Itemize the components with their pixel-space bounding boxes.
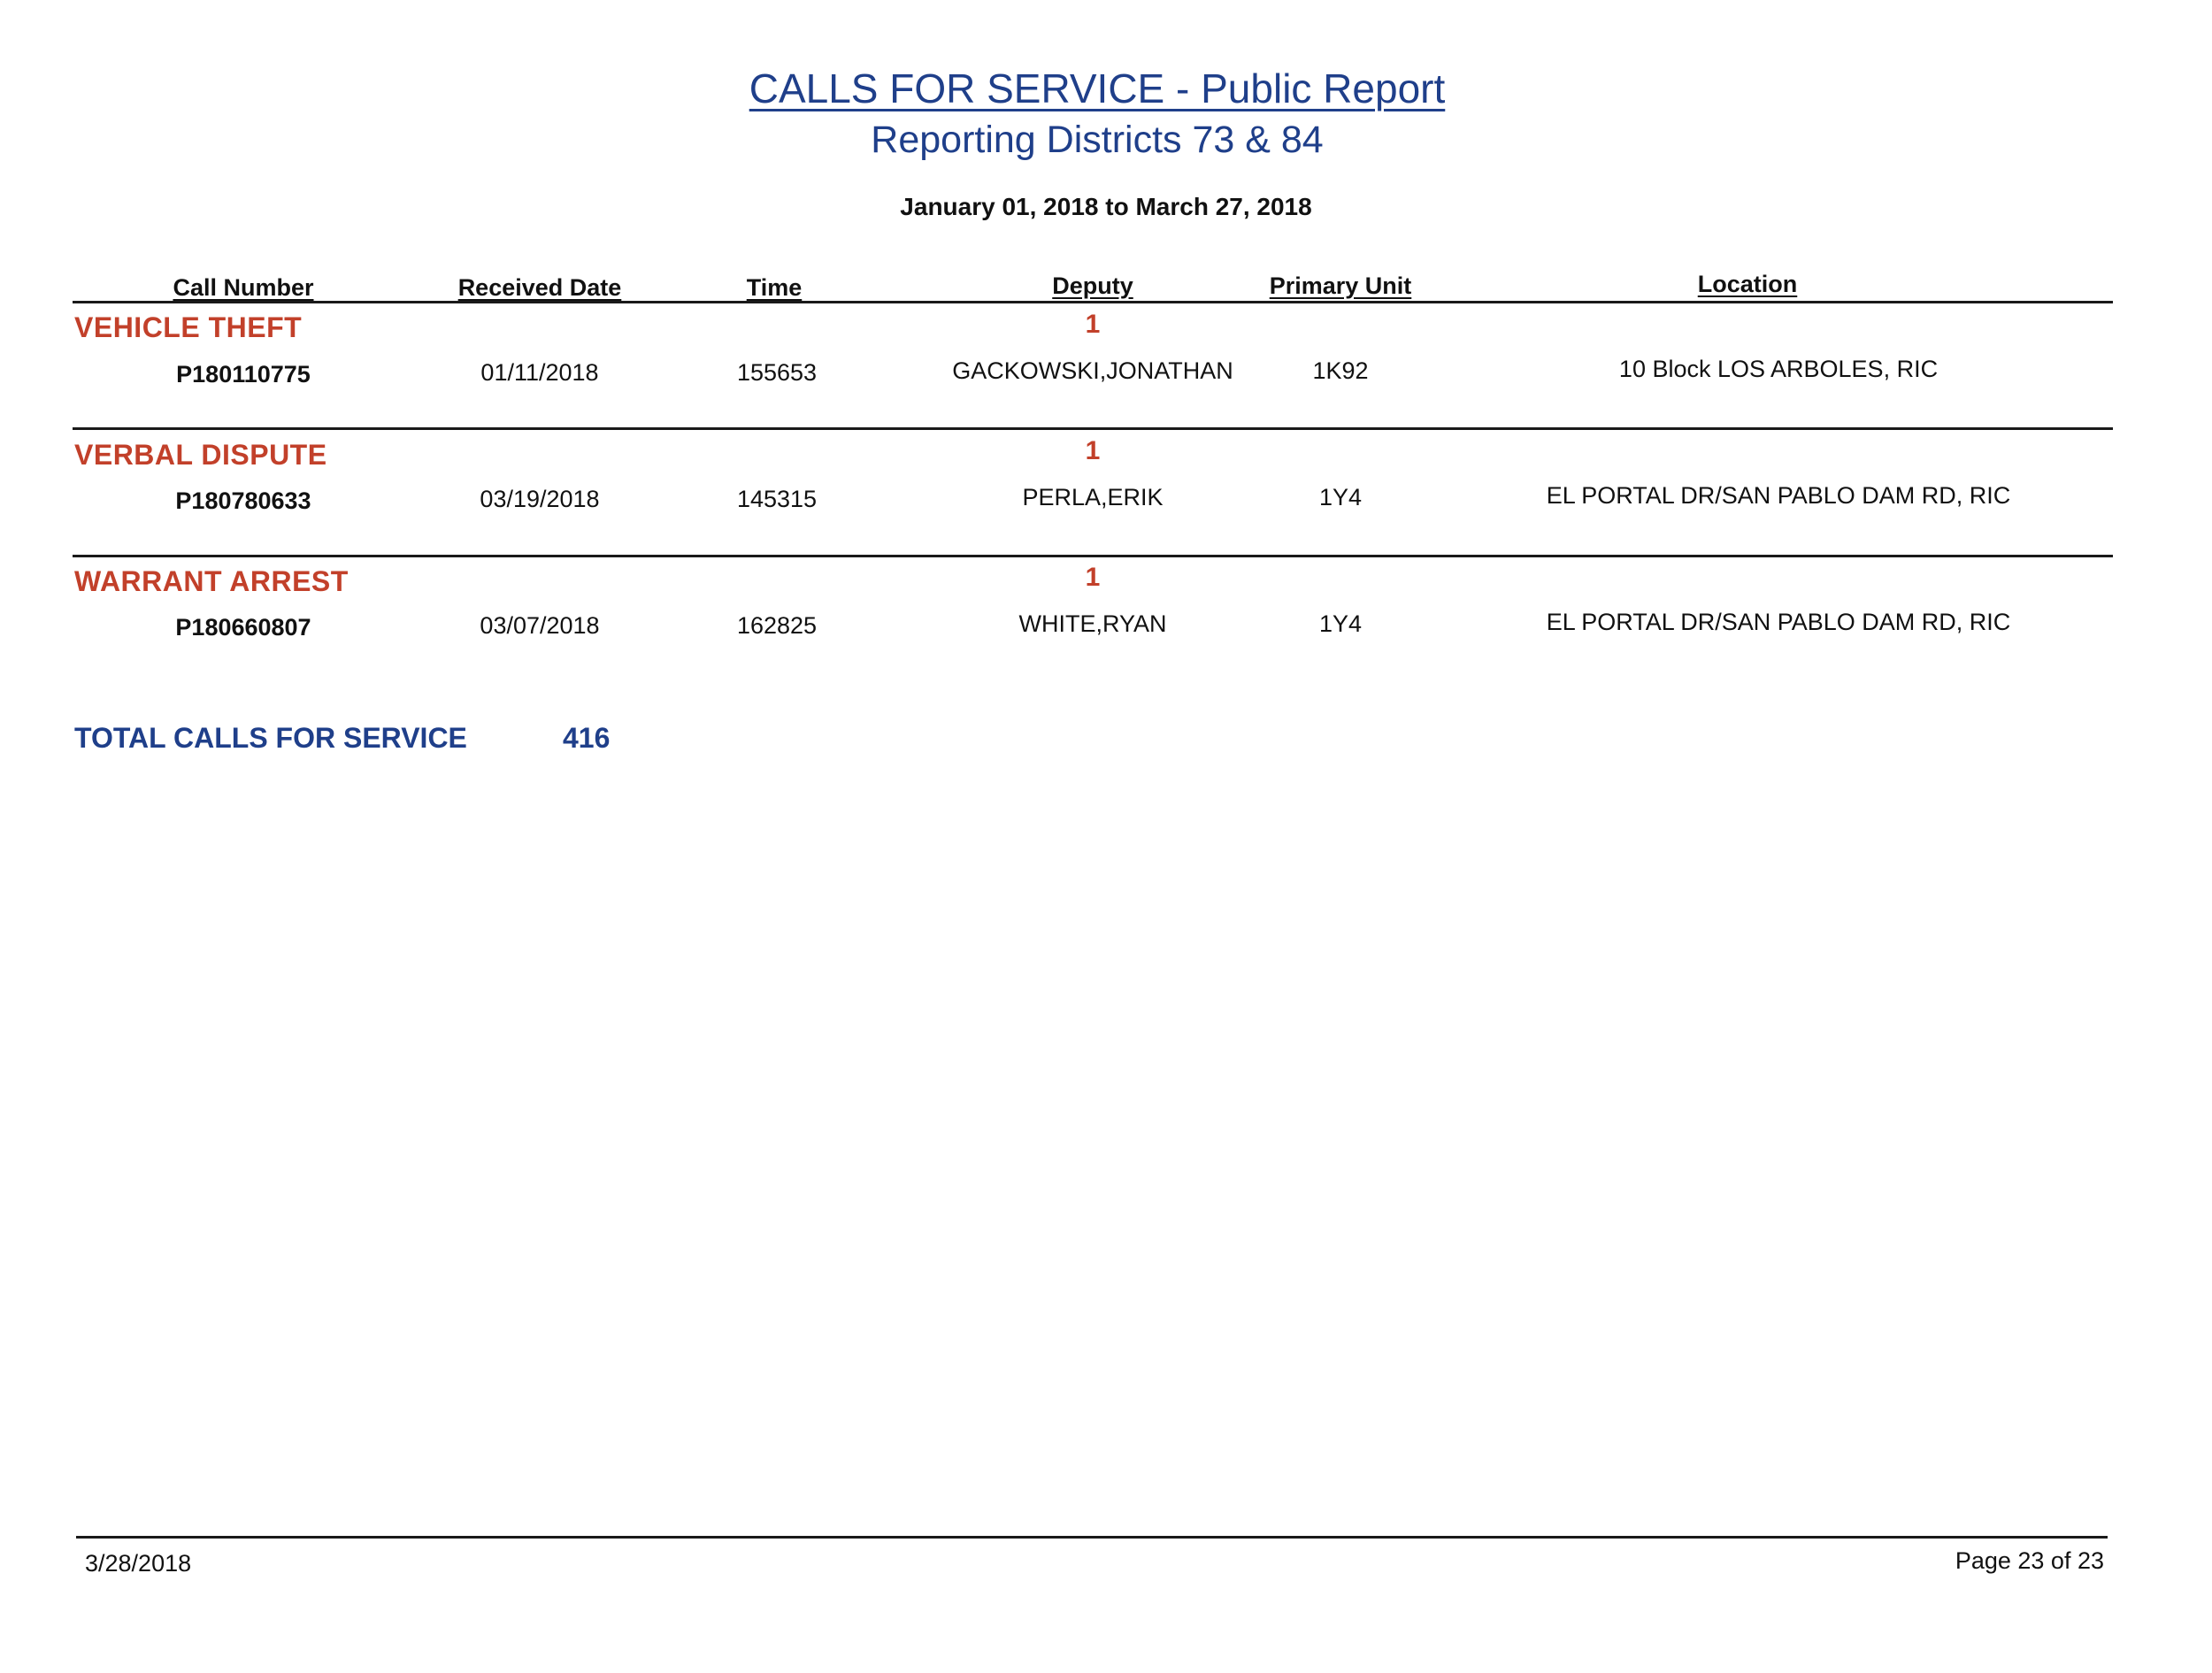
report-title: CALLS FOR SERVICE - Public Report xyxy=(749,65,1446,111)
deputy-cell: WHITE,RYAN xyxy=(1018,610,1167,637)
footer-rule xyxy=(76,1536,2108,1539)
footer-printed-date: 3/28/2018 xyxy=(85,1550,192,1577)
received-date-cell: 01/11/2018 xyxy=(480,359,599,386)
group-count: 1 xyxy=(1085,310,1101,339)
column-header-received-date: Received Date xyxy=(457,274,622,301)
received-date-cell: 03/07/2018 xyxy=(480,612,600,639)
footer-page-number: Page 23 of 23 xyxy=(1955,1547,2104,1574)
deputy-cell: GACKOWSKI,JONATHAN xyxy=(952,357,1233,384)
location-cell: EL PORTAL DR/SAN PABLO DAM RD, RIC xyxy=(1546,482,2011,509)
time-cell: 155653 xyxy=(736,359,818,386)
group-count: 1 xyxy=(1085,436,1101,465)
total-calls-value: 416 xyxy=(563,722,611,754)
call-number-cell: P180110775 xyxy=(176,361,311,388)
received-date-cell: 03/19/2018 xyxy=(480,486,600,512)
primary-unit-cell: 1Y4 xyxy=(1318,610,1363,637)
report-date-range: January 01, 2018 to March 27, 2018 xyxy=(900,193,1312,220)
call-number-cell: P180660807 xyxy=(175,614,311,641)
call-number-cell: P180780633 xyxy=(175,487,311,514)
primary-unit-cell: 1Y4 xyxy=(1318,484,1363,510)
column-header-deputy: Deputy xyxy=(1052,272,1133,299)
group-rule xyxy=(73,427,2113,430)
group-title-verbal-dispute: VERBAL DISPUTE xyxy=(74,439,327,471)
primary-unit-cell: 1K92 xyxy=(1312,357,1369,384)
location-cell: EL PORTAL DR/SAN PABLO DAM RD, RIC xyxy=(1546,609,2011,635)
deputy-cell: PERLA,ERIK xyxy=(1022,484,1164,510)
group-count: 1 xyxy=(1085,563,1101,592)
location-cell: 10 Block LOS ARBOLES, RIC xyxy=(1618,356,1939,382)
report-subtitle: Reporting Districts 73 & 84 xyxy=(871,119,1324,161)
group-title-warrant-arrest: WARRANT ARREST xyxy=(74,565,349,597)
total-calls-label: TOTAL CALLS FOR SERVICE xyxy=(74,722,467,754)
time-cell: 162825 xyxy=(736,612,818,639)
column-header-call-number: Call Number xyxy=(173,274,314,301)
header-rule xyxy=(73,301,2113,303)
group-title-vehicle-theft: VEHICLE THEFT xyxy=(74,311,303,343)
group-rule xyxy=(73,555,2113,557)
column-header-primary-unit: Primary Unit xyxy=(1269,272,1412,299)
column-header-location: Location xyxy=(1697,271,1798,297)
time-cell: 145315 xyxy=(736,486,818,512)
column-header-time: Time xyxy=(746,274,803,301)
